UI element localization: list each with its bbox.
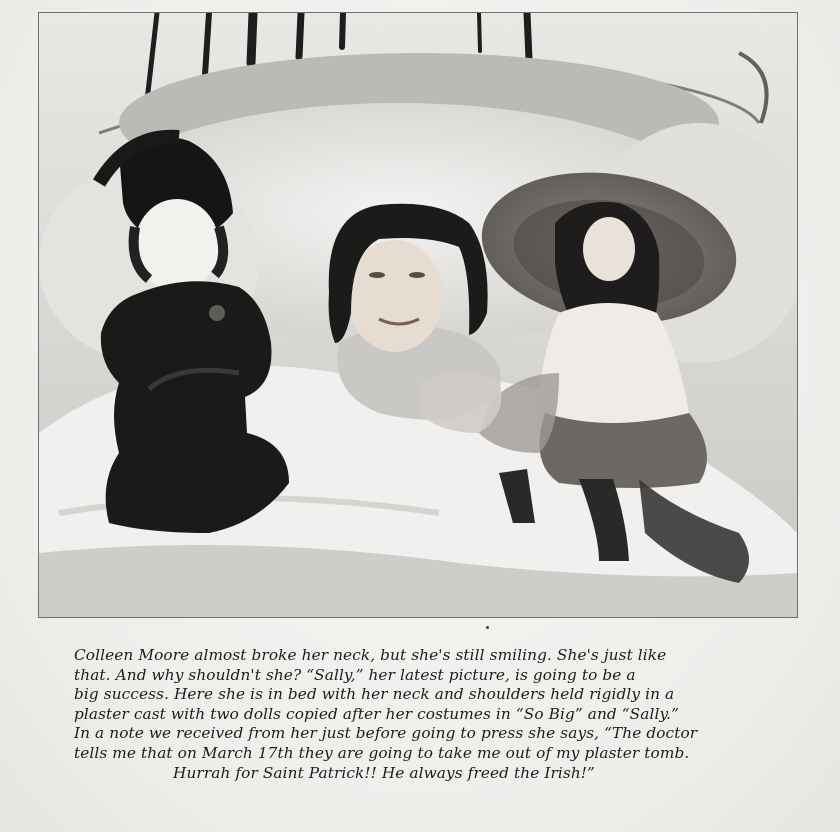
caption-line-final: Hurrah for Saint Patrick!! He always freed the Irish!”: [173, 763, 595, 782]
caption-line: that. And why shouldn't she? “Sally,” her latest picture, is going to be a: [74, 665, 636, 684]
photo-illustration: [39, 13, 797, 617]
caption-line: In a note we received from her just before going to press she says, “The doctor: [74, 724, 698, 743]
photograph: [38, 12, 798, 618]
caption-line: Colleen Moore almost broke her neck, but she's still smiling. She's just like: [74, 646, 667, 664]
caption-line: tells me that on March 17th they are going to take me out of my plaster tomb.: [74, 743, 690, 762]
caption-line: big success. Here she is in bed with her neck and shoulders held rigidly in a: [74, 685, 675, 704]
photo-caption: [74, 646, 764, 783]
caption-line: plaster cast with two dolls copied after her costumes in “So Big” and “Sally.”: [74, 704, 680, 723]
hat-doll-face: [583, 217, 635, 281]
print-speck: [486, 626, 489, 629]
